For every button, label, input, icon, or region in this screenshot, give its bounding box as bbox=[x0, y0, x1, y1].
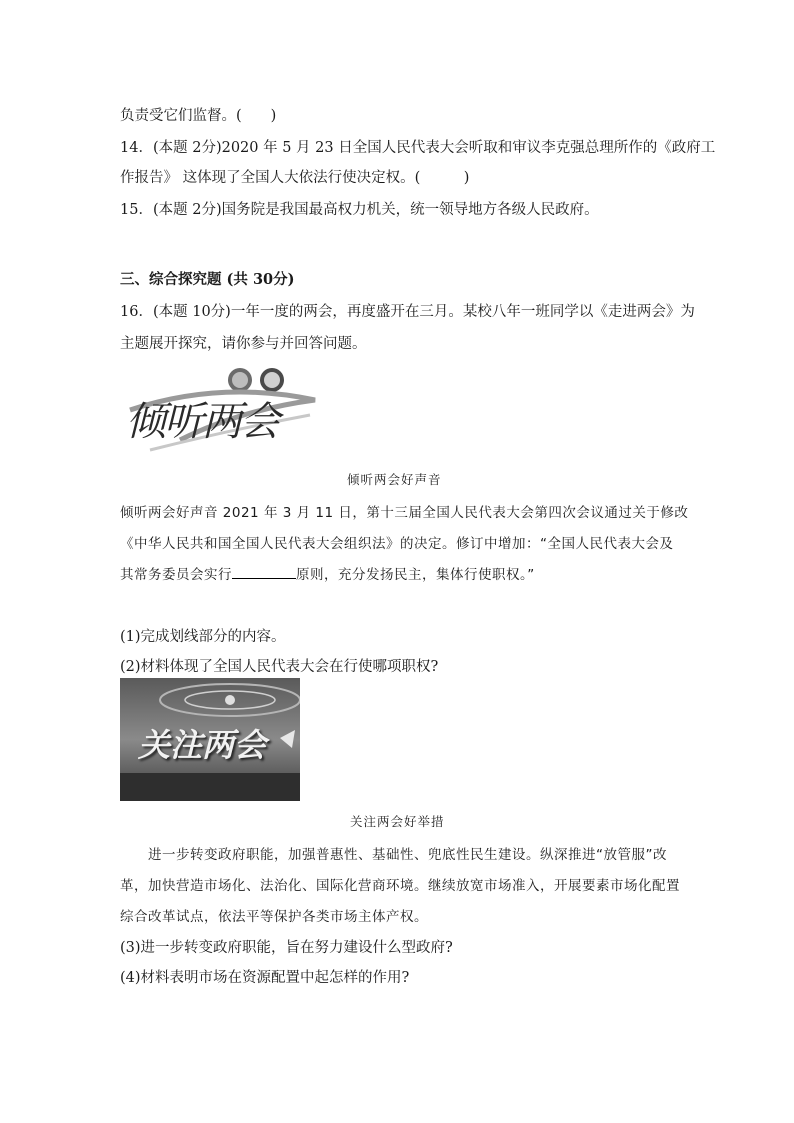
q15: 15．(本题 2分)国务院是我国最高权力机关，统一领导地方各级人民政府。 bbox=[120, 202, 599, 218]
listen-two-sessions-logo bbox=[120, 360, 320, 460]
q13-tail: 负责受它们监督。( ) bbox=[120, 108, 277, 124]
sub-question-4: (4)材料表明市场在资源配置中起怎样的作用? bbox=[120, 970, 410, 986]
section-title: 三、综合探究题 (共 30分) bbox=[120, 271, 295, 288]
q14-line1: 14．(本题 2分)2020 年 5 月 23 日全国人民代表大会听取和审议李克强总理所作的《政府工 bbox=[120, 140, 716, 156]
material2-line3: 综合改革试点，依法平等保护各类市场主体产权。 bbox=[120, 909, 428, 925]
material2-line2: 革，加快营造市场化、法治化、国际化营商环境。继续放宽市场准入，开展要素市场化配置 bbox=[120, 878, 680, 894]
material2-line1: 进一步转变政府职能，加强普惠性、基础性、兜底性民生建设。纵深推进“放管服”改 bbox=[148, 847, 667, 863]
logo2-text: 关注两会 bbox=[138, 726, 267, 764]
sub-question-2: (2)材料体现了全国人民代表大会在行使哪项职权? bbox=[120, 659, 439, 675]
sub-question-3: (3)进一步转变政府职能，旨在努力建设什么型政府? bbox=[120, 940, 453, 956]
logo1-text: 倾听两会 bbox=[126, 399, 278, 445]
material1-line2: 《中华人民共和国全国人民代表大会组织法》的决定。修订中增加：“全国人民代表大会及 bbox=[120, 536, 674, 552]
material1-line3-b: 原则，充分发扬民主，集体行使职权。” bbox=[296, 567, 535, 583]
q16-line1: 16．(本题 10分)一年一度的两会，再度盛开在三月。某校八年一班同学以《走进两会》为 bbox=[120, 304, 695, 320]
caption-1: 倾听两会好声音 bbox=[347, 472, 442, 487]
material1-line3-a: 其常务委员会实行 bbox=[120, 567, 232, 583]
q16-line2: 主题展开探究，请你参与并回答问题。 bbox=[120, 336, 367, 352]
fill-blank bbox=[232, 564, 296, 579]
focus-two-sessions-image bbox=[120, 678, 300, 801]
material1-line3 bbox=[120, 563, 535, 583]
q14-line2: 作报告》 这体现了全国人大依法行使决定权。( ) bbox=[120, 170, 470, 186]
sub-question-1: (1)完成划线部分的内容。 bbox=[120, 629, 286, 645]
material1-line1: 倾听两会好声音 2021 年 3 月 11 日，第十三届全国人民代表大会第四次会议通过关于修改 bbox=[120, 505, 689, 521]
caption-2: 关注两会好举措 bbox=[350, 814, 445, 829]
